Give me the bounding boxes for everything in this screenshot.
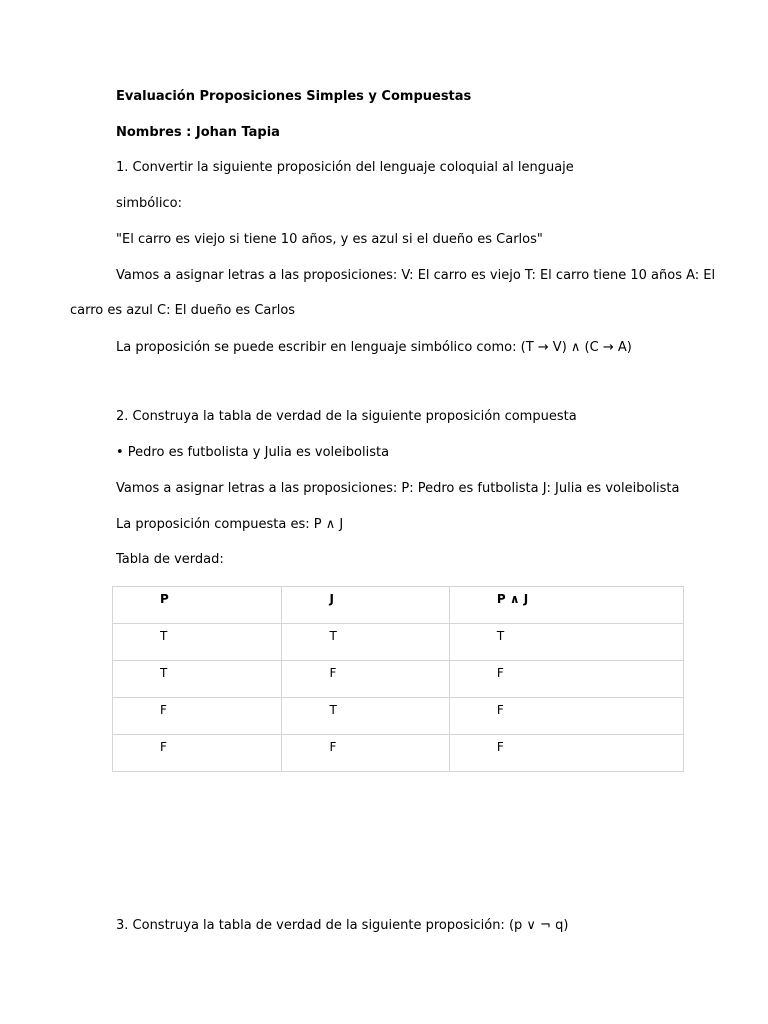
question-1-line-2: simbólico: xyxy=(116,196,182,211)
truth-table-header-cell: P ∧ J xyxy=(449,587,683,624)
truth-table-row xyxy=(113,661,684,698)
truth-table-cell: F xyxy=(282,661,449,698)
question-1-quote: "El carro es viejo si tiene 10 años, y es azul si el dueño es Carlos" xyxy=(116,232,543,247)
truth-table-cell: T xyxy=(282,698,449,735)
question-1-line-1: 1. Convertir la siguiente proposición del lenguaje coloquial al lenguaje xyxy=(116,160,574,175)
truth-table-cell: T xyxy=(113,661,282,698)
question-2-title: 2. Construya la tabla de verdad de la siguiente proposición compuesta xyxy=(116,409,577,424)
truth-table-row xyxy=(113,698,684,735)
question-1-assignment-line-1: Vamos a asignar letras a las proposiciones: V: El carro es viejo T: El carro tiene 10 años A: El xyxy=(116,268,716,283)
truth-table-cell: T xyxy=(282,624,449,661)
question-1-assignment-line-2: carro es azul C: El dueño es Carlos xyxy=(70,303,296,318)
truth-table-cell: F xyxy=(113,735,282,772)
document-title: Evaluación Proposiciones Simples y Compuestas xyxy=(116,89,472,104)
question-2-compound: La proposición compuesta es: P ∧ J xyxy=(116,517,344,532)
truth-table-cell: F xyxy=(449,698,683,735)
truth-table-header-row xyxy=(113,587,684,624)
question-2-table-label: Tabla de verdad: xyxy=(116,552,224,567)
truth-table xyxy=(112,586,684,772)
question-2-bullet: • Pedro es futbolista y Julia es voleibolista xyxy=(116,445,390,460)
truth-table-header-cell: J xyxy=(282,587,449,624)
truth-table-cell: F xyxy=(449,661,683,698)
truth-table-row xyxy=(113,624,684,661)
question-3-title: 3. Construya la tabla de verdad de la siguiente proposición: (p ∨ ¬ q) xyxy=(116,918,569,933)
names-line: Nombres : Johan Tapia xyxy=(116,125,280,140)
truth-table-cell: F xyxy=(449,735,683,772)
truth-table-cell: T xyxy=(113,624,282,661)
truth-table-cell: F xyxy=(113,698,282,735)
question-2-assignment: Vamos a asignar letras a las proposiciones: P: Pedro es futbolista J: Julia es voleibolista xyxy=(116,481,680,496)
truth-table-cell: F xyxy=(282,735,449,772)
truth-table-cell: T xyxy=(449,624,683,661)
truth-table-row xyxy=(113,735,684,772)
question-1-answer: La proposición se puede escribir en lenguaje simbólico como: (T → V) ∧ (C → A) xyxy=(116,340,632,355)
truth-table-header-cell: P xyxy=(113,587,282,624)
